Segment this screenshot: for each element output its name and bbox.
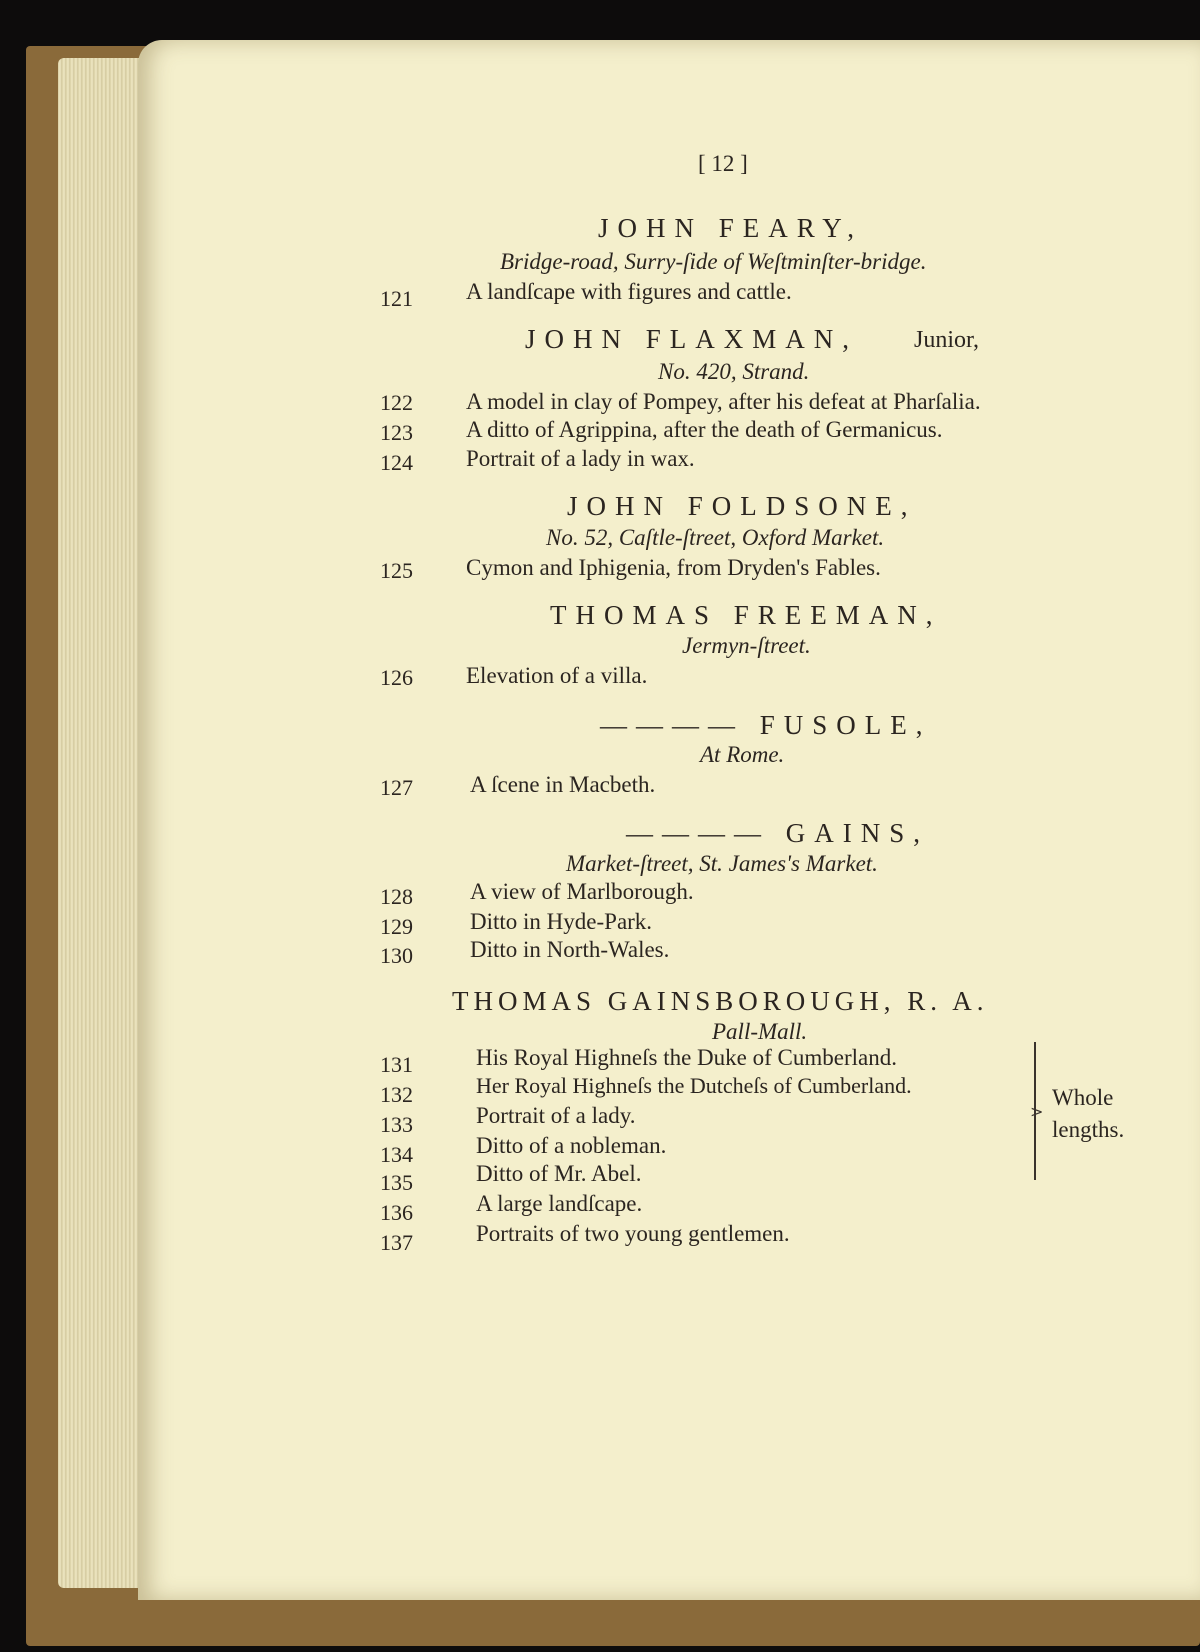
artist-address: Pall-Mall. xyxy=(712,1019,808,1044)
work-title: Her Royal Highneſs the Dutcheſs of Cumberland. xyxy=(476,1073,912,1098)
catalogue-number: 129 xyxy=(380,914,413,939)
catalogue-number: 131 xyxy=(380,1052,413,1077)
artist-address: Market-ſtreet, St. James's Market. xyxy=(566,851,878,876)
artist-name: ———— GAINS, xyxy=(626,818,930,848)
work-title: A ditto of Agrippina, after the death of Germanicus. xyxy=(466,417,943,442)
work-title: A model in clay of Pompey, after his defeat at Pharſalia. xyxy=(466,389,981,414)
catalogue-number: 136 xyxy=(380,1200,413,1225)
catalogue-number: 121 xyxy=(380,286,413,311)
artist-name: JOHN FEARY, xyxy=(598,213,864,243)
artist-address: No. 420, Strand. xyxy=(658,359,810,384)
artist-name: THOMAS FREEMAN, xyxy=(550,600,942,630)
work-title: Ditto of Mr. Abel. xyxy=(476,1161,642,1186)
artist-address: At Rome. xyxy=(700,742,785,767)
work-title: Portrait of a lady. xyxy=(476,1103,636,1128)
artist-suffix: Junior, xyxy=(914,327,980,353)
catalogue-number: 137 xyxy=(380,1230,413,1255)
catalogue-number: 126 xyxy=(380,665,413,690)
work-title: A landſcape with figures and cattle. xyxy=(466,279,792,304)
work-title: Ditto in North-Wales. xyxy=(470,937,670,962)
artist-name: ———— FUSOLE, xyxy=(600,710,932,740)
catalogue-number: 130 xyxy=(380,943,413,968)
artist-address: Bridge-road, Surry-ſide of Weſtminſter-bridge. xyxy=(500,249,927,274)
artist-address: No. 52, Caſtle-ſtreet, Oxford Market. xyxy=(546,525,885,550)
artist-address: Jermyn-ſtreet. xyxy=(682,633,811,658)
bracket-note: Whole xyxy=(1052,1085,1114,1110)
artist-name: THOMAS GAINSBOROUGH, R. A. xyxy=(452,986,989,1016)
bracket-note: lengths. xyxy=(1052,1117,1125,1142)
work-title: Portraits of two young gentlemen. xyxy=(476,1221,790,1246)
work-title: Cymon and Iphigenia, from Dryden's Fables. xyxy=(466,555,881,580)
work-title: Ditto of a nobleman. xyxy=(476,1133,667,1158)
catalogue-number: 125 xyxy=(380,558,413,583)
catalogue-number: 123 xyxy=(380,420,413,445)
work-title: Ditto in Hyde-Park. xyxy=(470,909,653,934)
catalogue-number: 122 xyxy=(380,390,413,415)
work-title: A view of Marlborough. xyxy=(470,879,694,904)
page-number: [ 12 ] xyxy=(698,151,748,176)
catalogue-number: 124 xyxy=(380,450,413,475)
work-title: A large landſcape. xyxy=(476,1191,643,1216)
work-title: His Royal Highneſs the Duke of Cumberland. xyxy=(476,1045,897,1070)
page-edges xyxy=(58,58,148,1588)
artist-name: JOHN FOLDSONE, xyxy=(567,491,917,521)
work-title: Portrait of a lady in wax. xyxy=(466,446,695,471)
catalogue-number: 127 xyxy=(380,775,413,800)
catalogue-number: 135 xyxy=(380,1170,413,1195)
catalogue-number: 132 xyxy=(380,1082,413,1107)
artist-name: JOHN FLAXMAN, xyxy=(525,324,859,354)
catalogue-number: 133 xyxy=(380,1112,413,1137)
brace-point: > xyxy=(1030,1102,1044,1121)
catalogue-number: 128 xyxy=(380,884,413,909)
work-title: A ſcene in Macbeth. xyxy=(470,772,656,797)
work-title: Elevation of a villa. xyxy=(466,663,648,688)
catalogue-number: 134 xyxy=(380,1142,413,1167)
